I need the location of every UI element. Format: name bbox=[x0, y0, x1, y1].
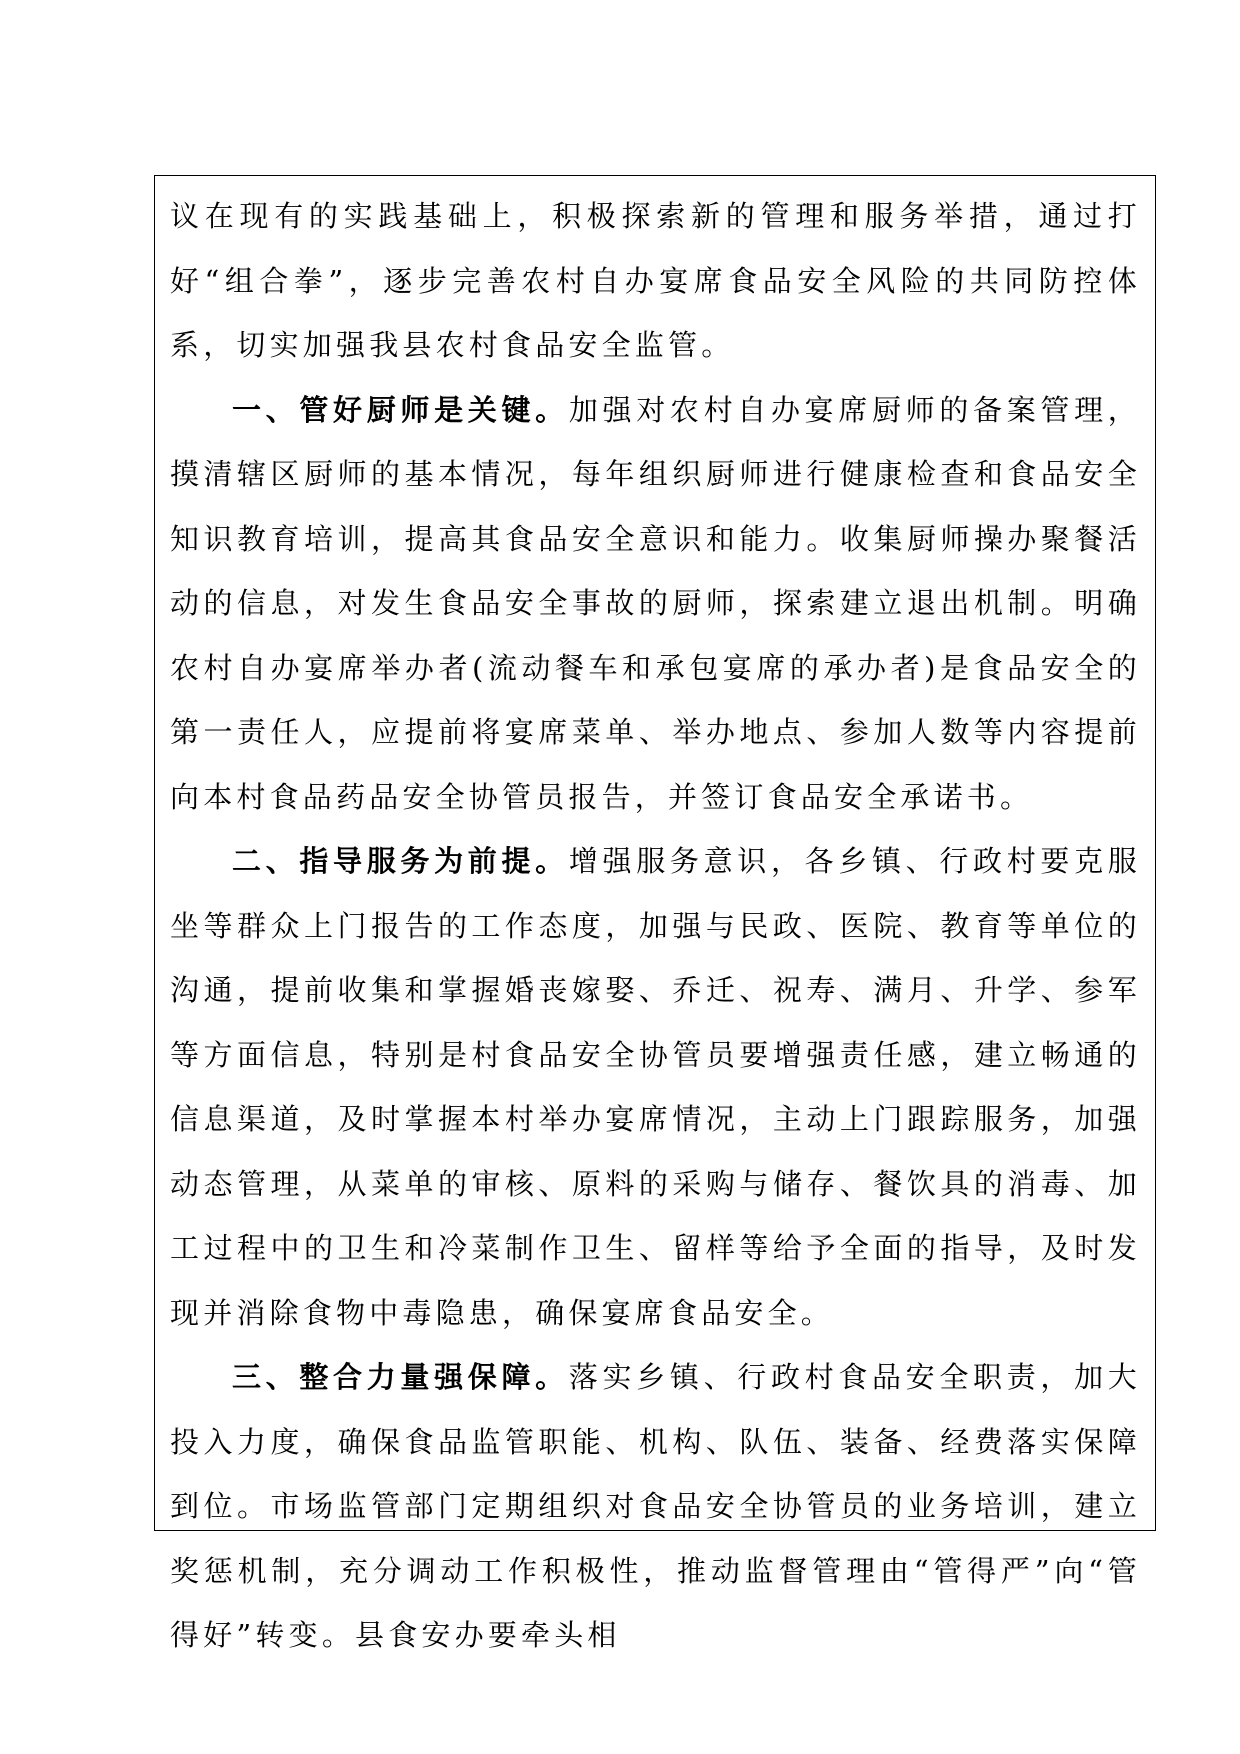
intro-paragraph bbox=[170, 184, 1141, 378]
section-1-body: 加强对农村自办宴席厨师的备案管理，摸清辖区厨师的基本情况，每年组织厨师进行健康检查和食品安全知识教育培训，提高其食品安全意识和能力。收集厨师操办聚餐活动的信息，对发生食品安全事故的厨师，探索建立退出机制。明确农村自办宴席举办者(流动餐车和承包宴席的承办者)是食品安全的第一责任人，应提前将宴席菜单、举办地点、参加人数等内容提前向本村食品药品安全协管员报告，并签订食品安全承诺书。 bbox=[170, 392, 1141, 814]
section-2-heading: 二、指导服务为前提。 bbox=[232, 844, 569, 878]
document-frame bbox=[154, 175, 1156, 1652]
section-3-body: 落实乡镇、行政村食品安全职责，加大投入力度，确保食品监管职能、机构、队伍、装备、经费落实保障到位。市场监管部门定期组织对食品安全协管员的业务培训，建立奖惩机制，充分调动工作积极性，推动监督管理由“管得严”向“管得好”转变。县食安办要牵头相 bbox=[170, 1360, 1141, 1652]
section-3-paragraph bbox=[170, 1345, 1141, 1668]
section-2-paragraph bbox=[170, 829, 1141, 1345]
section-2-body: 增强服务意识，各乡镇、行政村要克服坐等群众上门报告的工作态度，加强与民政、医院、教育等单位的沟通，提前收集和掌握婚丧嫁娶、乔迁、祝寿、满月、升学、参军等方面信息，特别是村食品安全协管员要增强责任感，建立畅通的信息渠道，及时掌握本村举办宴席情况，主动上门跟踪服务，加强动态管理，从菜单的审核、原料的采购与储存、餐饮具的消毒、加工过程中的卫生和冷菜制作卫生、留样等给予全面的指导，及时发现并消除食物中毒隐患，确保宴席食品安全。 bbox=[170, 844, 1141, 1330]
section-1-heading: 一、管好厨师是关键。 bbox=[232, 392, 569, 427]
section-3-heading: 三、整合力量强保障。 bbox=[232, 1360, 569, 1394]
section-1-paragraph bbox=[170, 378, 1141, 830]
intro-body: 议在现有的实践基础上，积极探索新的管理和服务举措，通过打好“组合拳”，逐步完善农村自办宴席食品安全风险的共同防控体系，切实加强我县农村食品安全监管。 bbox=[170, 199, 1141, 362]
